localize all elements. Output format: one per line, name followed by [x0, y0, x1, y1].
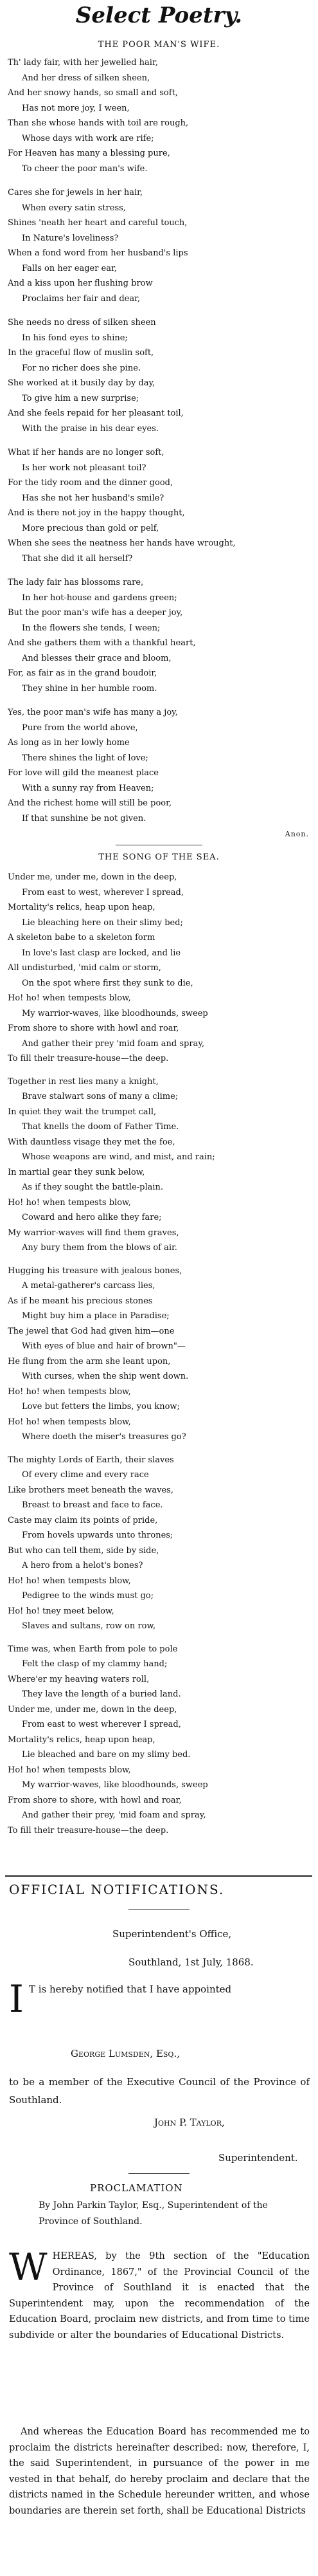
poem-line: That knells the doom of Father Time.	[22, 1122, 179, 1132]
poem-line: He flung from the arm she leant upon,	[8, 1356, 171, 1366]
poem-line: And gather their prey 'mid foam and spray,	[22, 1038, 205, 1049]
section-heading: Select Poetry.	[75, 3, 243, 28]
appointment-text: to be a member of the Executive Council of the Province of Southland.	[9, 2076, 310, 2106]
poem-line: What if her hands are no longer soft,	[8, 448, 164, 457]
poem-line: Under me, under me, down in the deep,	[8, 872, 177, 882]
poem-line: A skeleton babe to a skeleton form	[8, 933, 155, 943]
poem-line: For, as fair as in the grand boudoir,	[8, 668, 157, 678]
poem-line: A metal-gatherer's carcass lies,	[22, 1281, 155, 1291]
stanza	[8, 705, 310, 826]
stanza	[8, 1642, 310, 1839]
poem-line: From hovels upwards unto thrones;	[22, 1531, 173, 1540]
poem-line: But the poor man's wife has a deeper joy,	[8, 608, 183, 618]
poem-line: Any bury them from the blows of air.	[22, 1243, 177, 1253]
poem-line: In quiet they wait the trumpet call,	[8, 1107, 157, 1117]
poem-line: Th' lady fair, with her jewelled hair,	[8, 58, 158, 68]
poem-line: Mortality's relics, heap upon heap,	[8, 1734, 155, 1745]
poem-line: Slaves and sultans, row on row,	[22, 1621, 156, 1631]
poem-title: THE SONG OF THE SEA.	[98, 852, 220, 862]
poem-line: Of every clime and every race	[22, 1470, 149, 1480]
poem-line: But who can tell them, side by side,	[8, 1545, 159, 1556]
poem-line: Is her work not pleasant toil?	[22, 463, 146, 473]
poem-line: From shore to shore, with howl and roar,	[8, 1795, 182, 1805]
section-divider	[5, 1875, 312, 1877]
poem-line: From east to west wherever I spread,	[22, 1720, 181, 1729]
poem-line: In her hot-house and gardens green;	[22, 593, 177, 603]
divider	[128, 1909, 190, 1910]
poem-line: In the graceful flow of muslin soft,	[8, 348, 154, 358]
stanza	[8, 55, 310, 176]
appointee: George Lumsden, Esq.,	[71, 2048, 180, 2059]
poem-line: Ho! ho! when tempests blow,	[8, 993, 131, 1003]
poem-line: With dauntless visage they met the foe,	[8, 1137, 175, 1147]
poem-line: Where'er my heaving waters roll,	[8, 1674, 150, 1684]
poem-line: As if they sought the battle-plain.	[22, 1182, 164, 1192]
stanza	[8, 185, 310, 306]
signature: John P. Taylor,	[154, 2117, 225, 2128]
poem-line: Where doeth the miser's treasures go?	[22, 1432, 186, 1442]
poem-line: All undisturbed, 'mid calm or storm,	[8, 963, 161, 973]
poem-line: Might buy him a place in Paradise;	[22, 1311, 170, 1321]
poem-line: Whose days with work are rife;	[22, 133, 154, 143]
poem-line: Falls on her eager ear,	[22, 263, 117, 273]
poem-line: Time was, when Earth from pole to pole	[8, 1644, 178, 1654]
poem-line: Ho! ho! when tempests blow,	[8, 1197, 131, 1208]
poem-line: Pedigree to the winds must go;	[22, 1591, 154, 1601]
poem-line: A hero from a helot's bones?	[22, 1561, 143, 1570]
poem-line: More precious than gold or pelf,	[22, 523, 159, 533]
poem-line: Cares she for jewels in her hair,	[8, 188, 143, 198]
date-line: Southland, 1st July, 1868.	[128, 1956, 254, 1968]
poem-line: She worked at it busily day by day,	[8, 378, 155, 388]
stanza	[8, 870, 310, 1067]
signature-title: Superintendent.	[218, 2152, 298, 2164]
poem-line: My warrior-waves, like bloodhounds, sweep	[22, 1008, 208, 1018]
poem-line: Has she not her husband's smile?	[22, 493, 164, 503]
poem-line: Pure from the world above,	[22, 722, 138, 733]
poem-line: They shine in her humble room.	[22, 683, 157, 694]
stanza	[8, 1453, 310, 1634]
proclamation-title: PROCLAMATION	[90, 2182, 183, 2194]
poem-line: Mortality's relics, heap upon heap,	[8, 903, 155, 912]
poem-line: Brave stalwart sons of many a clime;	[22, 1092, 179, 1101]
poem-line: In the flowers she tends, I ween;	[22, 623, 161, 633]
poem-line: For no richer does she pine.	[22, 363, 141, 373]
proclamation-body-2: And whereas the Education Board has recommended me to proclaim the districts hereinafter described: now, therefore, I, the said Superintendent, in pursuance of the power in me vested in that behalf, do hereby proclaim and declare that the districts named in the Schedule hereunder written, and whose boundaries are therein set forth, shall be Educational Districts	[9, 2427, 310, 2516]
dropcap: W	[9, 2245, 48, 2289]
dropcap: I	[9, 1977, 24, 2021]
poem-line: With curses, when the ship went down.	[22, 1372, 189, 1381]
poem-line: Ho! ho! when tempests blow,	[8, 1417, 131, 1427]
poem-line: The jewel that God had given him—one	[8, 1326, 175, 1336]
poem-line: Proclaims her fair and dear,	[22, 293, 141, 304]
poem-author: Anon.	[285, 830, 309, 838]
poem-line: And she feels repaid for her pleasant toil,	[8, 409, 184, 418]
notice-paragraph	[9, 1977, 310, 2021]
poem-line: As long as in her lowly home	[8, 738, 130, 748]
poem-line: For the tidy room and the dinner good,	[8, 478, 173, 488]
poem-line: On the spot where first they sunk to die,	[22, 978, 193, 988]
poem-line: And her dress of silken sheen,	[22, 73, 150, 83]
notifications-heading: OFFICIAL NOTIFICATIONS.	[9, 1882, 225, 1897]
poem-line: Hugging his treasure with jealous bones,	[8, 1265, 182, 1276]
poem-line: Love but fetters the limbs, you know;	[22, 1402, 180, 1412]
poem-line: When every satin stress,	[22, 203, 126, 213]
poem-line: In his fond eyes to shine;	[22, 333, 128, 343]
poem-line: The mighty Lords of Earth, their slaves	[8, 1455, 174, 1465]
poem-line: She needs no dress of silken sheen	[8, 318, 156, 327]
stanza	[8, 445, 310, 566]
poem-line: They lave the length of a buried land.	[22, 1689, 181, 1699]
poem-line: In martial gear they sunk below,	[8, 1167, 145, 1177]
poem-line: When she sees the neatness her hands have wrought,	[8, 538, 236, 548]
poem-line: Yes, the poor man's wife has many a joy,	[8, 708, 178, 717]
poem-line: And the richest home will still be poor,	[8, 798, 172, 808]
poem-line: Like brothers meet beneath the waves,	[8, 1485, 173, 1495]
poem-line: Ho! ho! when tempests blow,	[8, 1576, 131, 1586]
poem-line: My warrior-waves will find them graves,	[8, 1228, 179, 1238]
poem-line: With eyes of blue and hair of brown"—	[22, 1341, 186, 1351]
stanza	[8, 1264, 310, 1445]
poem-line: Ho! ho! tney meet below,	[8, 1606, 114, 1616]
proclamation-body-text: HEREAS, by the 9th section of the "Education Ordinance, 1867," of the Provincial Council of the Province of Southland it is enacted that the Superintendent may, upon the recommendation of the Education Board, proclaim new districts, and from time to time subdivide or alter the boundaries of Educational Districts.	[9, 2251, 310, 2341]
poem-line: To fill their treasure-house—the deep.	[8, 1825, 169, 1835]
poem-line: Coward and hero alike they fare;	[22, 1213, 162, 1222]
stanza	[8, 575, 310, 696]
poem-line: Whose weapons are wind, and mist, and rain;	[22, 1152, 215, 1162]
proclamation-by: By John Parkin Taylor, Esq., Superintendent of the Province of Southland.	[39, 2200, 268, 2227]
poem-line: From shore to shore with howl and roar,	[8, 1024, 179, 1033]
stanza	[8, 315, 310, 436]
poem-line: To fill their treasure-house—the deep.	[8, 1054, 169, 1063]
poem-line: Felt the clasp of my clammy hand;	[22, 1659, 168, 1669]
poem-line: Breast to breast and face to face.	[22, 1500, 163, 1510]
proclamation-body	[9, 2245, 310, 2343]
poem-line: From east to west, wherever I spread,	[22, 887, 184, 897]
poem-line: With the praise in his dear eyes.	[22, 423, 159, 434]
poem-line: There shines the light of love;	[22, 753, 148, 763]
poem-line: As if he meant his precious stones	[8, 1296, 153, 1306]
poem-line: Than she whose hands with toil are rough,	[8, 118, 189, 128]
poem-title: THE POOR MAN'S WIFE.	[98, 40, 220, 50]
poem-line: Together in rest lies many a knight,	[8, 1076, 159, 1087]
poem-line: For love will gild the meanest place	[8, 768, 159, 778]
poem-line: To cheer the poor man's wife.	[22, 163, 148, 174]
poem-line: Under me, under me, down in the deep,	[8, 1704, 177, 1715]
poem-line: When a fond word from her husband's lips	[8, 248, 188, 258]
poem-line: And blesses their grace and bloom,	[22, 653, 172, 663]
poem-line: And gather their prey, 'mid foam and spray,	[22, 1810, 206, 1820]
poem-line: My warrior-waves, like bloodhounds, sweep	[22, 1780, 208, 1790]
poem-line: Ho! ho! when tempests blow,	[8, 1386, 131, 1397]
poem-line: And a kiss upon her flushing brow	[8, 279, 153, 288]
poem-line: In love's last clasp are locked, and lie	[22, 948, 181, 958]
poem-line: Lie bleaching here on their slimy bed;	[22, 917, 183, 928]
poem-line: The lady fair has blossoms rare,	[8, 578, 144, 587]
poem-line: For Heaven has many a blessing pure,	[8, 149, 170, 158]
poem-line: To give him a new surprise;	[22, 393, 139, 403]
poem-line: If that sunshine be not given.	[22, 813, 146, 823]
poem-line: Caste may claim its points of pride,	[8, 1515, 158, 1525]
divider	[128, 2173, 190, 2174]
poem-line: And is there not joy in the happy thought,	[8, 508, 185, 518]
poem-line: And she gathers them with a thankful heart,	[8, 638, 196, 648]
poem-line: And her snowy hands, so small and soft,	[8, 88, 178, 98]
office-line: Superintendent's Office,	[112, 1928, 232, 1940]
poem-line: Shines 'neath her heart and careful touch,	[8, 218, 188, 228]
poem-line: That she did it all herself?	[22, 553, 133, 564]
stanza	[8, 1074, 310, 1256]
notice-text: T is hereby notified that I have appointed	[28, 1983, 232, 1995]
poem-line: In Nature's loveliness?	[22, 233, 119, 243]
poem-line: Has not more joy, I ween,	[22, 103, 130, 113]
poem-line: Ho! ho! when tempests blow,	[8, 1765, 131, 1775]
poem-line: With a sunny ray from Heaven;	[22, 783, 154, 793]
poem-line: Lie bleached and bare on my slimy bed.	[22, 1750, 191, 1760]
